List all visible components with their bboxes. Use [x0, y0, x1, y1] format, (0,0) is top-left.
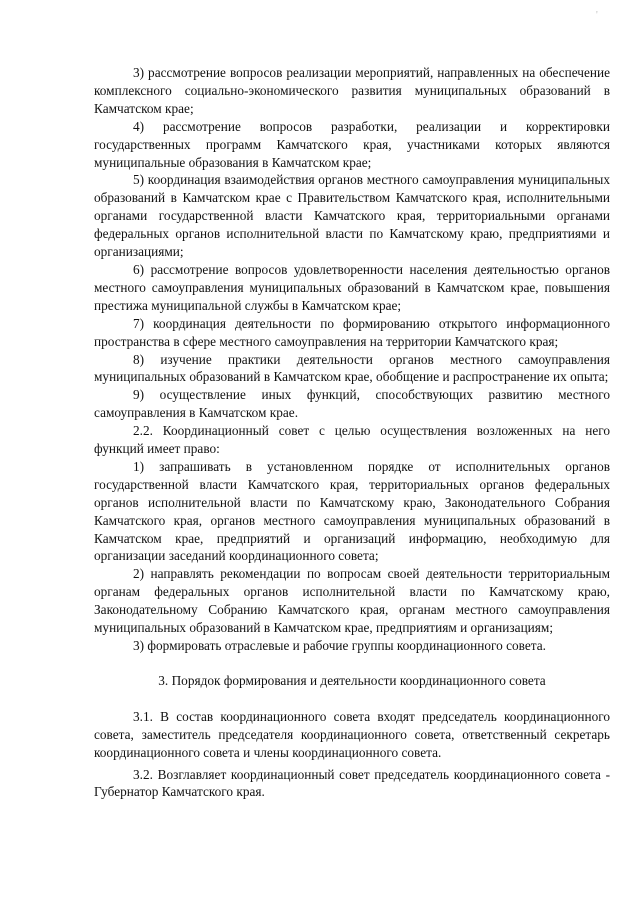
paragraph-item-3: 3) рассмотрение вопросов реализации мероприятий, направленных на обеспечение комплексного социально-экономического развития муниципальных образований в Камчатском крае;	[94, 65, 610, 116]
paragraph-right-3: 3) формировать отраслевые и рабочие группы координационного совета.	[133, 638, 546, 653]
paragraph-right-2: 2) направлять рекомендации по вопросам своей деятельности территориальным органам федеральных органов исполнительной власти по Камчатскому краю, Законодательному Собранию Камчатского края, органам местного самоуправления муниципальных образований в Камчатском крае, предприятиям и организациям;	[94, 566, 610, 636]
paragraph-3-1: 3.1. В состав координационного совета входят председатель координационного совета, заместитель председателя координационного совета, ответственный секретарь координационного совета и члены координационного совета.	[94, 708, 610, 760]
paragraph-item-4: 4) рассмотрение вопросов разработки, реализации и корректировки государственных программ Камчатского края, участниками которых являются муниципальные образования в Камчатском крае;	[94, 118, 610, 170]
paragraph-item-7: 7) координация деятельности по формированию открытого информационного пространства в сфере местного самоуправления на территории Камчатского края;	[94, 315, 610, 349]
paragraph-item-9: 9) осуществление иных функций, способствующих развитию местного самоуправления в Камчатском крае.	[94, 387, 610, 421]
paragraph-item-8: 8) изучение практики деятельности органов местного самоуправления муниципальных образований в Камчатском крае, обобщение и распространение их опыта;	[94, 351, 610, 385]
paragraph-item-5: 5) координация взаимодействия органов местного самоуправления муниципальных образований в Камчатском крае с Правительством Камчатского края, исполнительными органами государственной власти Камчатского края, территориальными органами федеральных органов исполнительной власти по Камчатскому краю, предприятиями и организациями;	[94, 172, 610, 260]
paragraph-3-2: 3.2. Возглавляет координационный совет председатель координационного совета - Губернатор Камчатского края.	[94, 766, 610, 800]
paragraph-item-6: 6) рассмотрение вопросов удовлетворенности населения деятельностью органов местного самоуправления муниципальных образований в Камчатском крае, повышения престижа муниципальной службы в Камчатском крае;	[94, 261, 610, 313]
section-heading: 3. Порядок формирования и деятельности координационного совета	[158, 672, 546, 688]
paragraph-right-1: 1) запрашивать в установленном порядке от исполнительных органов государственной власти Камчатского края, территориальных органов федеральных органов исполнительной власти по Камчатскому краю, Законодательного Собрания Камчатского края, органов местного самоуправления муниципальных образований в Камчатском крае, предприятий и организаций информацию, необходимую для организации заседаний координационного совета;	[94, 458, 610, 564]
document-body	[94, 64, 610, 801]
paragraph-2-2: 2.2. Координационный совет с целью осуществления возложенных на него функций имеет право:	[94, 423, 610, 457]
corner-mark: '	[596, 10, 598, 21]
